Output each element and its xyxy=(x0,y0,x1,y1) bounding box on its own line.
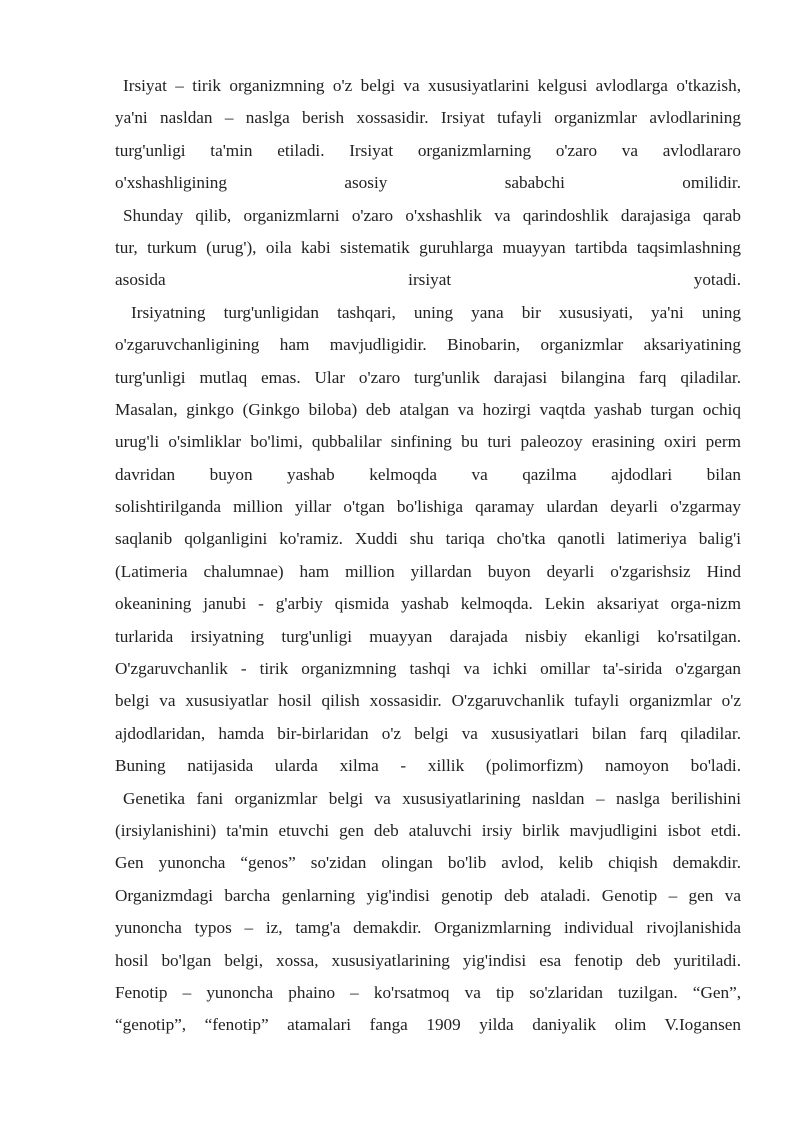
text-line: solishtirilganda million yillar o'tgan bo'lishiga qaramay ulardan deyarli o'zgarmay xyxy=(115,497,741,517)
text-line: hosil bo'lgan belgi, xossa, xususiyatlarining yig'indisi esa fenotip deb yuritiladi. xyxy=(115,950,741,970)
text-line: turg'unligi mutlaq emas. Ular o'zaro turg'unlik darajasi bilangina farq qiladilar. xyxy=(115,367,741,387)
text-line: Fenotip – yunoncha phaino – ko'rsatmoq va tip so'zlaridan tuzilgan. “Gen”, xyxy=(115,982,741,1002)
text-line: Masalan, ginkgo (Ginkgo biloba) deb atalgan va hozirgi vaqtda yashab turgan ochiq xyxy=(115,399,741,419)
text-line: Irsiyat – tirik organizmning o'z belgi va xususiyatlarini kelgusi avlodlarga o'tkazish, xyxy=(123,76,741,95)
text-line: ajdodlaridan, hamda bir-birlaridan o'z belgi va xususiyatlari bilan farq qiladilar. xyxy=(115,723,741,743)
text-line: Organizmdagi barcha genlarning yig'indisi genotip deb ataladi. Genotip – gen va xyxy=(115,885,741,905)
text-line: o'xshashligining asosiy sababchi omilidir. xyxy=(115,173,741,193)
text-line: (irsiylanishini) ta'min etuvchi gen deb ataluvchi irsiy birlik mavjudligini isbot etdi. xyxy=(115,820,741,840)
text-line: okeanining janubi - g'arbiy qismida yashab kelmoqda. Lekin aksariyat orga-nizm xyxy=(115,594,741,614)
text-line: urug'li o'simliklar bo'limi, qubbalilar sinfining bu turi paleozoy erasining oxiri perm xyxy=(115,432,741,452)
text-line: Buning natijasida ularda xilma - xillik (polimorfizm) namoyon bo'ladi. xyxy=(115,756,741,776)
text-line: turg'unligi ta'min etiladi. Irsiyat organizmlarning o'zaro va avlodlararo xyxy=(115,140,741,160)
text-line: saqlanib qolganligini ko'ramiz. Xuddi shu tariqa cho'tka qanotli latimeriya balig'i xyxy=(115,529,741,549)
text-line: davridan buyon yashab kelmoqda va qazilma ajdodlari bilan xyxy=(115,464,741,484)
text-line: (Latimeria chalumnae) ham million yillardan buyon deyarli o'zgarishsiz Hind xyxy=(115,561,741,581)
text-line: Gen yunoncha “genos” so'zidan olingan bo'lib avlod, kelib chiqish demakdir. xyxy=(115,853,741,873)
text-line: yunoncha typos – iz, tamg'a demakdir. Organizmlarning individual rivojlanishida xyxy=(115,918,741,938)
text-line: turlarida irsiyatning turg'unligi muayyan darajada nisbiy ekanligi ko'rsatilgan. xyxy=(115,626,741,646)
text-line: belgi va xususiyatlar hosil qilish xossasidir. O'zgaruvchanlik tufayli organizmlar o'z xyxy=(115,691,741,711)
text-line: tur, turkum (urug'), oila kabi sistematik guruhlarga muayyan tartibda taqsimlashning xyxy=(115,237,741,257)
text-line: Irsiyatning turg'unligidan tashqari, uning yana bir xususiyati, ya'ni uning xyxy=(131,302,741,322)
text-line: o'zgaruvchanligining ham mavjudligidir. Binobarin, organizmlar aksariyatining xyxy=(115,335,741,355)
text-line: O'zgaruvchanlik - tirik organizmning tashqi va ichki omillar ta'-sirida o'zgargan xyxy=(115,659,741,679)
document-page xyxy=(115,70,741,1042)
text-line: ya'ni nasldan – naslga berish xossasidir. Irsiyat tufayli organizmlar avlodlarining xyxy=(115,108,741,128)
text-line: Genetika fani organizmlar belgi va xususiyatlarining nasldan – naslga berilishini xyxy=(123,788,741,808)
text-line: asosida irsiyat yotadi. xyxy=(115,270,741,290)
text-line: “genotip”, “fenotip” atamalari fanga 1909 yilda daniyalik olim V.Iogansen xyxy=(115,1015,741,1035)
text-line: Shunday qilib, organizmlarni o'zaro o'xshashlik va qarindoshlik darajasiga qarab xyxy=(123,205,741,225)
